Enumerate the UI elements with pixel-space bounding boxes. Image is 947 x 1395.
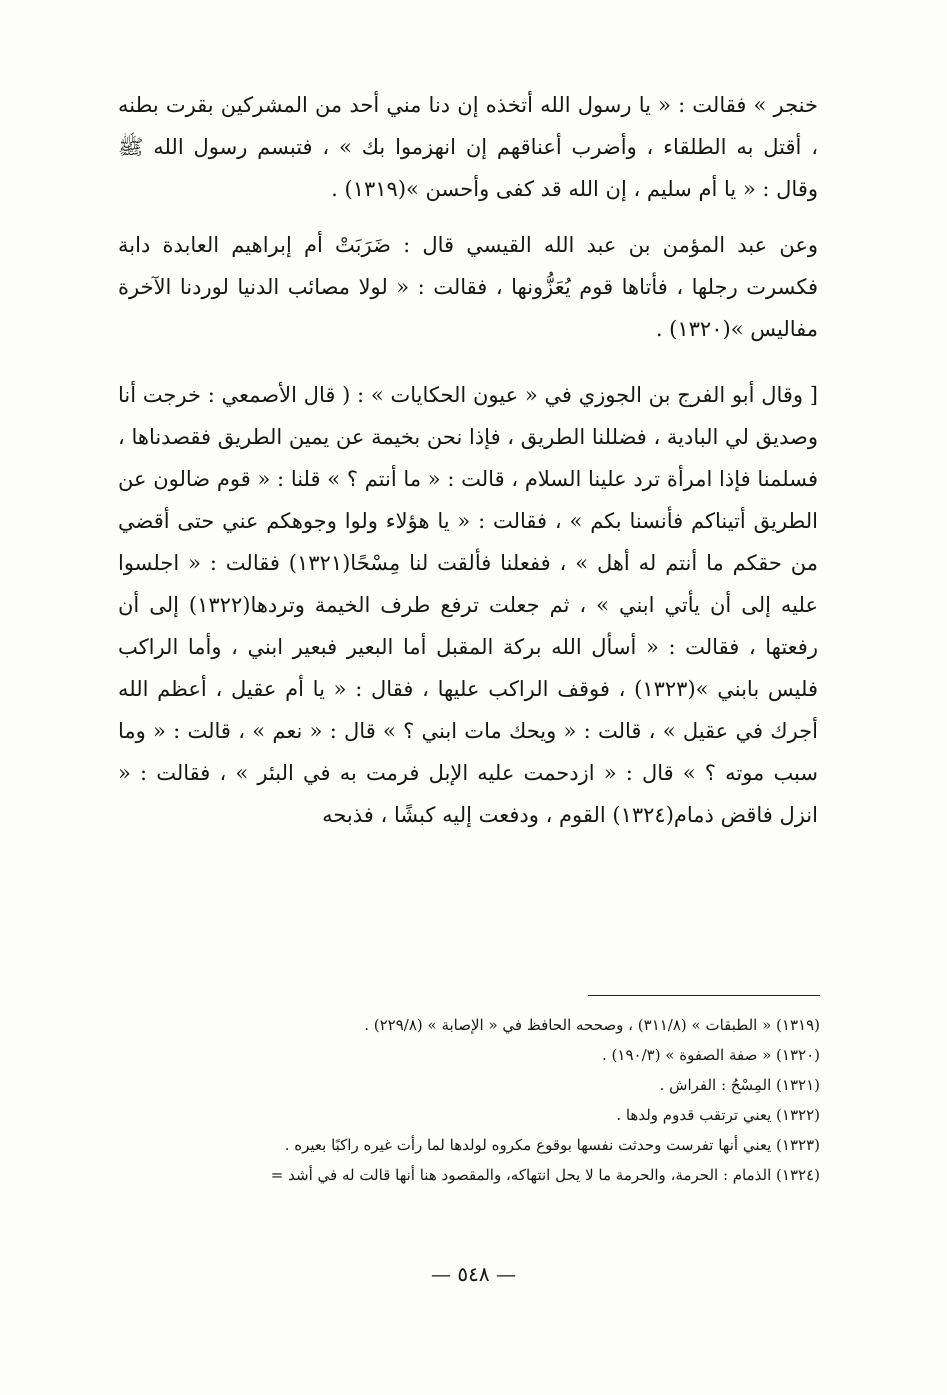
- footnote-divider: [588, 995, 820, 996]
- footnote-1324: (١٣٢٤) الذمام : الحرمة، والحرمة ما لا يحل انتهاكه، والمقصود هنا أنها قالت له في أشد =: [270, 1166, 820, 1184]
- paragraph-umm-sulaym: خنجر » فقالت : « يا رسول الله أتخذه إن دنا مني أحد من المشركين بقرت بطنه ، أقتل به الطلقاء ، وأضرب أعناقهم إن انهزموا بك » ، فتبسم رسول الله ﷺ وقال : « يا أم سليم ، إن الله قد كفى وأحسن »(١٣١٩) .: [118, 93, 818, 201]
- footnotes: [170, 1010, 820, 1190]
- footnote-1323: (١٣٢٣) يعني أنها تفرست وحدثت نفسها بوقوع مكروه لولدها لما رأت غيره راكبًا بعيره .: [284, 1136, 820, 1154]
- paragraph-umm-ibrahim: وعن عبد المؤمن بن عبد الله القيسي قال : ضَرَبَتْ أم إبراهيم العابدة دابة فكسرت رجلها ، فأتاها قوم يُعَزُّونها ، فقالت : « لولا مصائب الدنيا لوردنا الآخرة مفاليس »(١٣٢٠) .: [118, 233, 818, 341]
- footnote-1319: (١٣١٩) « الطبقات » (٣١١/٨) ، وصححه الحافظ في « الإصابة » (٢٢٩/٨) .: [364, 1016, 820, 1034]
- footnote-1320: (١٣٢٠) « صفة الصفوة » (١٩٠/٣) .: [602, 1046, 820, 1064]
- main-text: [118, 84, 818, 836]
- paragraph-asmai-story: [ وقال أبو الفرج بن الجوزي في « عيون الحكايات » : ( قال الأصمعي : خرجت أنا وصديق لي البادية ، فضللنا الطريق ، فإذا نحن بخيمة عن يمين الطريق فقصدناها ، فسلمنا فإذا امرأة ترد علينا السلام ، قالت : « ما أنتم ؟ » قلنا : « قوم ضالون عن الطريق أتيناكم فأنسنا بكم » ، فقالت : « يا هؤلاء ولوا وجوهكم عني حتى أقضي من حقكم ما أنتم له أهل » ، ففعلنا فألقت لنا مِسْحًا(١٣٢١) فقالت : « اجلسوا عليه إلى أن يأتي ابني » ، ثم جعلت ترفع طرف الخيمة وتردها(١٣٢٢) إلى أن رفعتها ، فقالت : « أسأل الله بركة المقبل أما البعير فبعير ابني ، وأما الراكب فليس بابني »(١٣٢٣) ، فوقف الراكب عليها ، فقال : « يا أم عقيل ، أعظم الله أجرك في عقيل » ، قالت : « ويحك مات ابني ؟ » قال : « نعم » ، قالت : « وما سبب موته ؟ » قال : « ازدحمت عليه الإبل فرمت به في البئر » ، فقالت : « انزل فاقض ذمام(١٣٢٤) القوم ، ودفعت إليه كبشًا ، فذبحه: [118, 383, 819, 827]
- footnote-1322: (١٣٢٢) يعني ترتقب قدوم ولدها .: [616, 1106, 820, 1124]
- footnote-1321: (١٣٢١) المِسْحُ : الفراش .: [659, 1076, 820, 1094]
- page-number: — ٥٤٨ —: [431, 1262, 516, 1286]
